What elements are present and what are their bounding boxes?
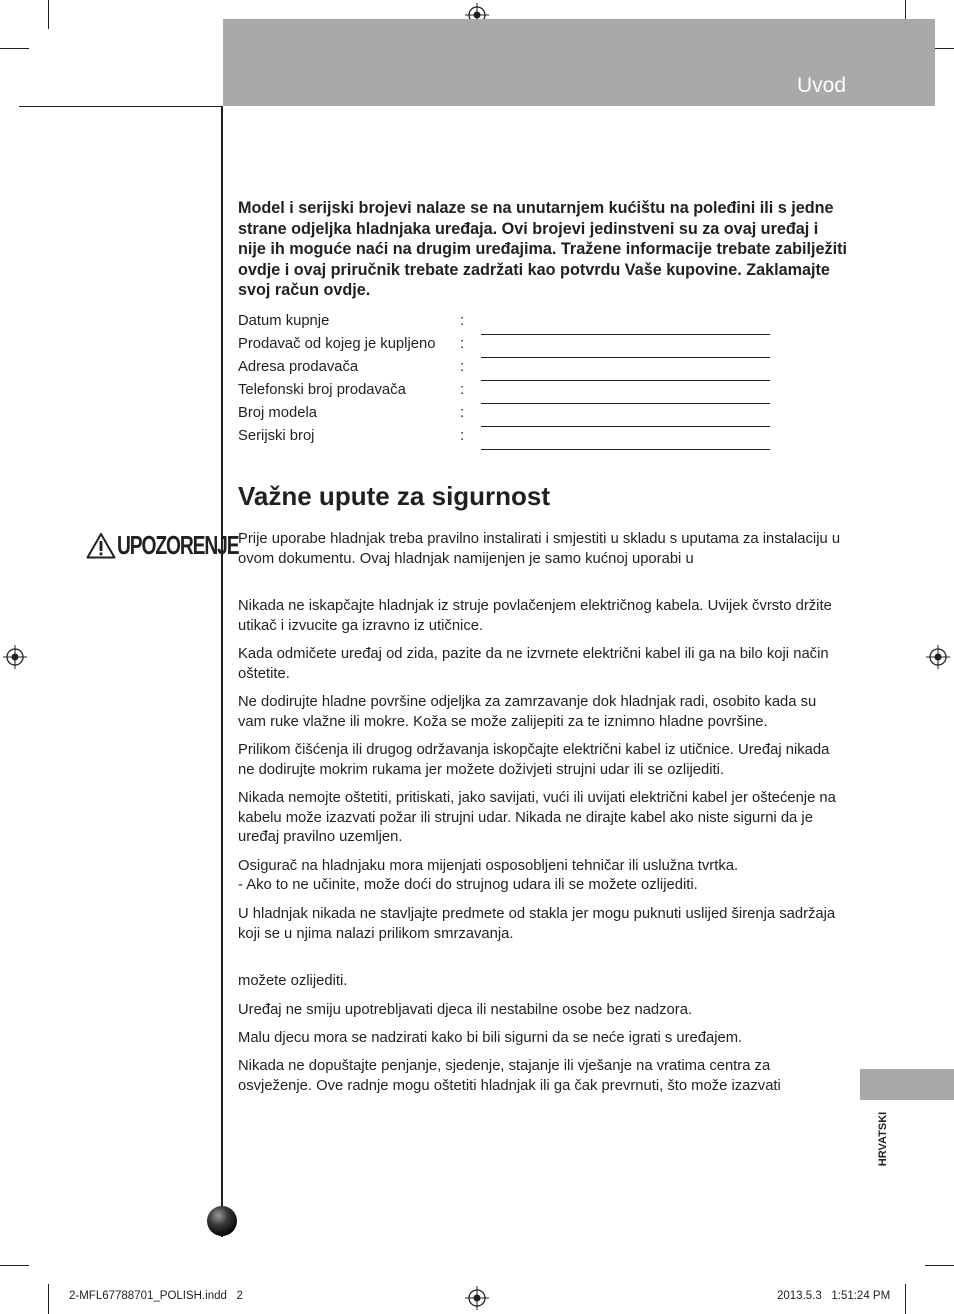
language-label-text: HRVATSKI — [877, 1111, 889, 1167]
form-label: Serijski broj — [238, 428, 315, 444]
crop-mark — [0, 48, 29, 49]
safety-paragraph: Kada odmičete uređaj od zida, pazite da ne izvrnete električni kabel ili ga na bilo koji način oštetite. — [238, 646, 829, 682]
safety-paragraph: Osigurač na hladnjaku mora mijenjati osposobljeni tehničar ili uslužna tvrtka. — [238, 858, 739, 874]
purchase-record-form — [238, 312, 778, 450]
form-row-dealer-address — [238, 358, 778, 381]
safety-heading: Važne upute za sigurnost — [238, 481, 551, 511]
footer-file-name: 2-MFL67788701_POLISH.indd 2 — [69, 1290, 243, 1302]
form-row-dealer-phone — [238, 381, 778, 404]
form-label: Broj modela — [238, 405, 317, 421]
crop-mark — [0, 1265, 29, 1266]
crop-mark — [48, 0, 49, 29]
form-colon: : — [460, 359, 465, 375]
form-colon: : — [460, 336, 465, 352]
crop-mark — [48, 1284, 49, 1314]
page-ball-decoration — [207, 1206, 237, 1236]
footer-timestamp: 2013.5.3 1:51:24 PM — [777, 1290, 891, 1302]
safety-paragraph: Nikada ne iskapčajte hladnjak iz struje povlačenjem električnog kabela. Uvijek čvrsto držite utikač i izvucite ga izravno iz utičnice. — [238, 598, 832, 634]
crop-mark — [925, 1265, 954, 1266]
safety-paragraph: Malu djecu mora se nadzirati kako bi bili sigurni da se neće igrati s uređajem. — [238, 1030, 743, 1046]
form-label: Adresa prodavača — [238, 359, 359, 375]
safety-paragraph: Prije uporabe hladnjak treba pravilno instalirati i smjestiti u skladu s uputama za instalaciju u ovom dokumentu. Ovaj hladnjak namijenjen je samo kućnoj uporabi u — [238, 531, 841, 567]
form-colon: : — [460, 405, 465, 421]
safety-paragraph: - Ako to ne učinite, može doći do strujnog udara ili se možete ozlijediti. — [238, 877, 698, 893]
section-title: Uvod — [796, 74, 846, 97]
form-colon: : — [460, 428, 465, 444]
form-row-purchase-date — [238, 312, 778, 335]
safety-paragraph: možete ozlijediti. — [238, 973, 348, 989]
form-label: Telefonski broj prodavača — [238, 382, 406, 398]
form-colon: : — [460, 313, 465, 329]
registration-mark-icon — [465, 1286, 489, 1310]
margin-rule — [221, 106, 223, 1237]
registration-mark-icon — [926, 645, 950, 669]
form-blank-line[interactable] — [481, 449, 770, 450]
safety-paragraph: Uređaj ne smiju upotrebljavati djeca ili nestabilne osobe bez nadzora. — [238, 1002, 693, 1018]
registration-mark-icon — [3, 645, 27, 669]
safety-paragraph: Prilikom čišćenja ili drugog održavanja iskopčajte električni kabel iz utičnice. Uređaj nikada ne dodirujte mokrim rukama jer možete doživjeti strujni udar ili se ozlijediti. — [238, 742, 830, 778]
form-row-model-number — [238, 404, 778, 427]
language-tab — [860, 1069, 954, 1100]
form-label: Datum kupnje — [238, 313, 330, 329]
safety-paragraph: Nikada nemojte oštetiti, pritiskati, jako savijati, vući ili uvijati električni kabel jer oštećenje na kabelu može izazvati požar ili strujni udar. Nikada ne dirajte kabel ako niste sigurni da je uređaj pravilno uzemljen. — [238, 790, 836, 846]
safety-paragraph: Ne dodirujte hladne površine odjeljka za zamrzavanje dok hladnjak radi, osobito kada su vam ruke vlažne ili mokre. Koža se može zalijepiti za te iznimno hladne površine. — [238, 694, 817, 730]
header-rule — [19, 106, 222, 107]
crop-mark — [905, 1284, 906, 1314]
form-row-serial-number — [238, 427, 778, 450]
form-label: Prodavač od kojeg je kupljeno — [238, 336, 436, 352]
language-label — [870, 1107, 896, 1171]
warning-triangle-icon — [86, 532, 116, 559]
form-colon: : — [460, 382, 465, 398]
warning-text: UPOZORENJE — [117, 530, 239, 560]
intro-paragraph: Model i serijski brojevi nalaze se na unutarnjem kućištu na poleđini ili s jedne strane odjeljka hladnjaka uređaja. Ovi brojevi jedinstveni su za ovaj uređaj i nije ih moguće naći na drugim uređajima. Tražene informacije trebate zabilježiti ovdje i ovaj priručnik trebate zadržati kao potvrdu Vaše kupovine. Zaklamajte svoj račun ovdje. — [238, 199, 847, 300]
safety-paragraph: U hladnjak nikada ne stavljajte predmete od stakla jer mogu puknuti uslijed širenja sadržaja koji se u njima nalazi prilikom smrzavanja. — [238, 906, 836, 942]
safety-paragraph: Nikada ne dopuštajte penjanje, sjedenje, stajanje ili vješanje na vratima centra za osvježenje. Ove radnje mogu oštetiti hladnjak ili ga čak prevrnuti, što može izazvati — [238, 1058, 781, 1094]
form-row-dealer — [238, 335, 778, 358]
